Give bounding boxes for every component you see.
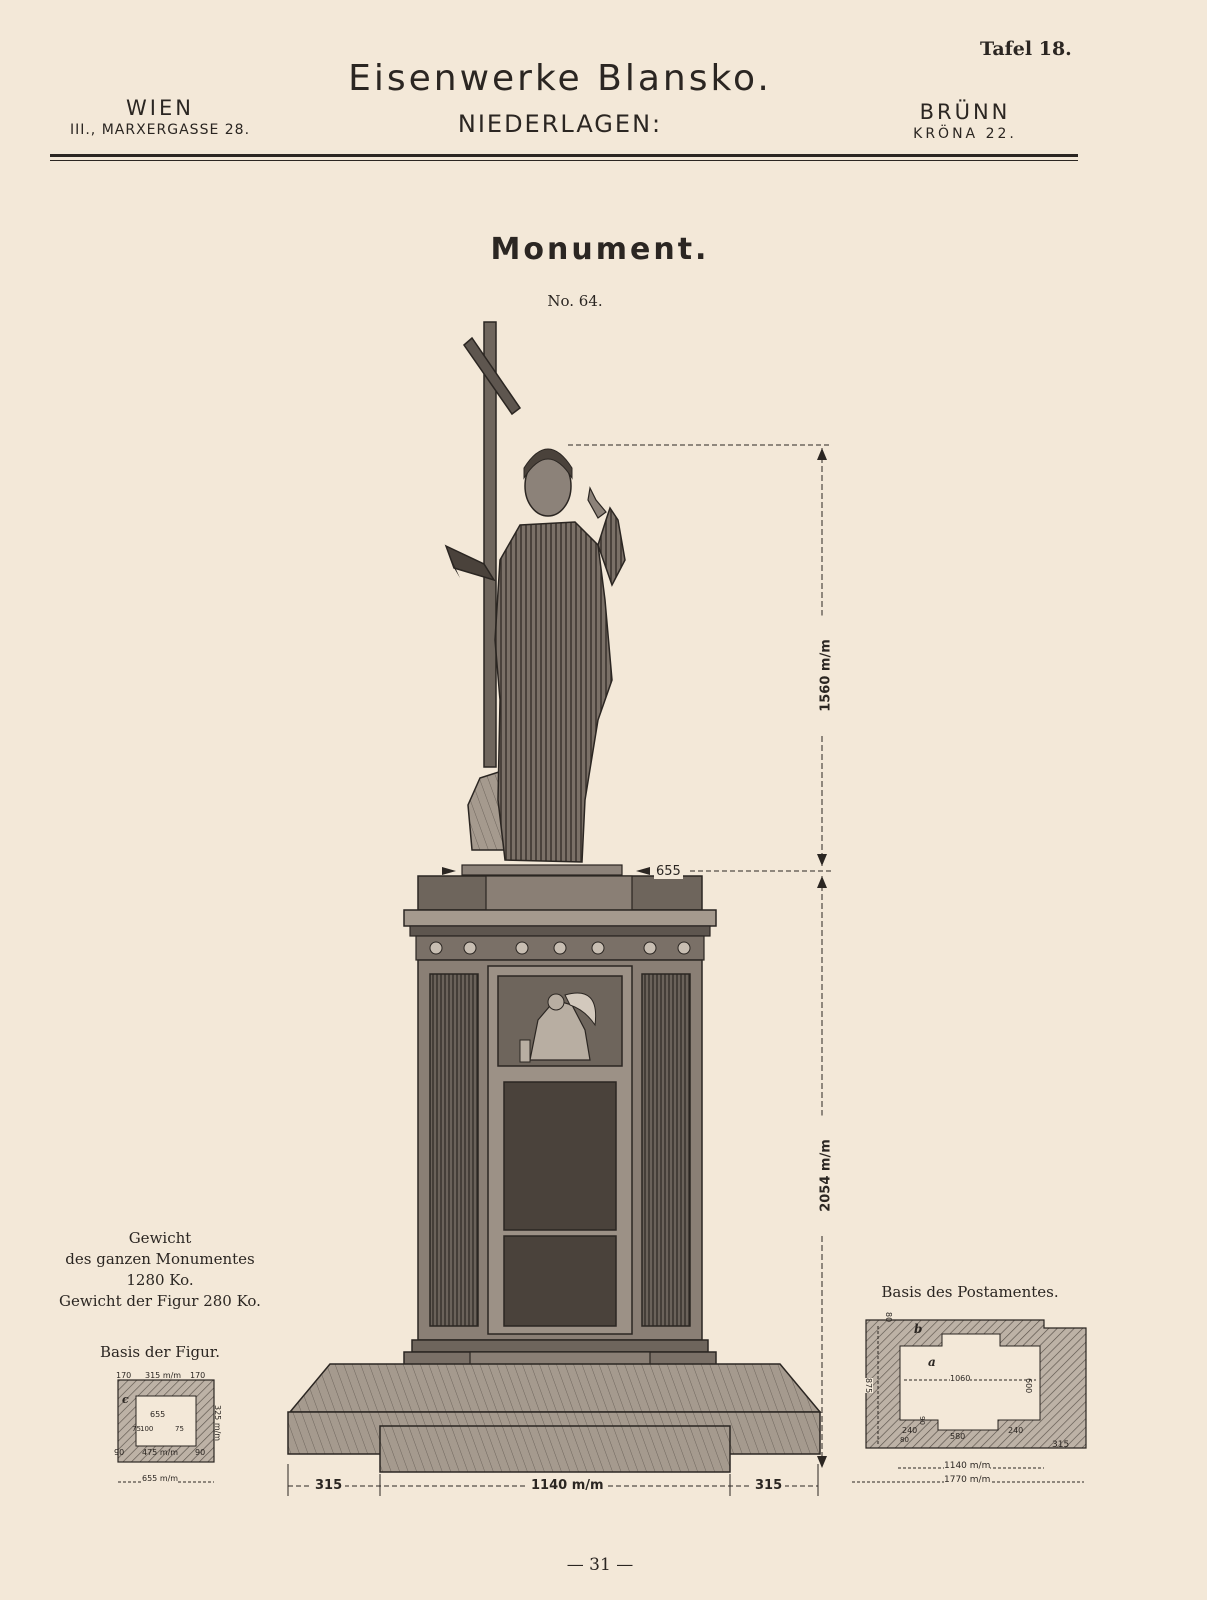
pb-small-v: 90 — [918, 1416, 926, 1425]
figure-plinth — [462, 865, 622, 875]
fb-bottom-mid: 475 m/m — [142, 1448, 179, 1457]
weight-line-1: Gewicht — [128, 1229, 192, 1247]
fb-bottom-left: 90 — [114, 1448, 125, 1457]
fb-inner-a: 75 — [132, 1425, 141, 1433]
branch-heading: NIEDERLAGEN: — [457, 110, 663, 138]
weight-line-2: des ganzen Monumentes — [65, 1250, 255, 1268]
pb-total: 1770 m/m — [944, 1475, 991, 1485]
dim-figure-base: 655 — [656, 864, 681, 879]
left-branch-city: WIEN — [126, 96, 194, 120]
right-branch-address: KRÖNA 22. — [913, 126, 1017, 142]
pb-top-small: 80 — [884, 1312, 893, 1323]
left-branch-address: III., MARXERGASSE 28. — [69, 122, 251, 138]
base-slab — [288, 1364, 820, 1472]
fb-center: 655 — [150, 1410, 166, 1419]
pb-small-h: 80 — [900, 1436, 909, 1444]
dim-base-left: 315 — [312, 1478, 345, 1493]
pb-side-height: 875 — [864, 1378, 873, 1394]
figure-base-title: Basis der Figur. — [99, 1343, 221, 1361]
dim-base-right: 315 — [752, 1478, 785, 1493]
pb-right-step: 240 — [1008, 1426, 1024, 1435]
pb-inner-height: 600 — [1024, 1378, 1033, 1394]
fb-letter: c — [122, 1393, 129, 1406]
dim-pedestal-height: 2054 m/m — [806, 1120, 846, 1240]
fb-top-mid: 315 m/m — [145, 1371, 182, 1380]
fb-inner-b: 75 — [175, 1425, 184, 1433]
weight-line-3: 1280 Ko. — [126, 1271, 194, 1289]
plate-number: Tafel 18. — [980, 38, 1072, 60]
fb-top-right: 170 — [190, 1371, 206, 1380]
fb-top-left: 170 — [116, 1371, 132, 1380]
fb-bottom-total: 655 m/m — [142, 1474, 179, 1483]
pb-mid-step: 580 — [950, 1432, 966, 1441]
statue-figure — [446, 449, 625, 862]
pb-width-1140: 1140 m/m — [944, 1461, 991, 1471]
pb-letter-a: a — [928, 1355, 936, 1369]
pb-letter-b: b — [914, 1322, 923, 1336]
company-name: Eisenwerke Blansko. — [348, 58, 772, 99]
pb-right-315: 315 — [1052, 1440, 1070, 1450]
model-number: No. 64. — [547, 292, 603, 310]
cornice-rosettes — [430, 942, 690, 954]
right-branch-city: BRÜNN — [919, 100, 1011, 124]
dim-figure-height: 1560 m/m — [806, 620, 846, 740]
page-number: — 31 — — [566, 1555, 634, 1575]
page-title: Monument. — [490, 232, 710, 267]
fb-inner-c: 100 — [140, 1425, 154, 1433]
fb-side-right: 325 m/m — [213, 1405, 222, 1442]
pb-left-step: 240 — [902, 1426, 918, 1435]
weight-info — [40, 1228, 280, 1312]
dim-base-center: 1140 m/m — [528, 1478, 607, 1493]
pb-inner-width: 1060 — [950, 1374, 971, 1383]
fb-bottom-right: 90 — [195, 1448, 206, 1457]
pedestal-base-title: Basis des Postamentes. — [881, 1283, 1059, 1301]
weight-line-4: Gewicht der Figur 280 Ko. — [59, 1292, 261, 1310]
